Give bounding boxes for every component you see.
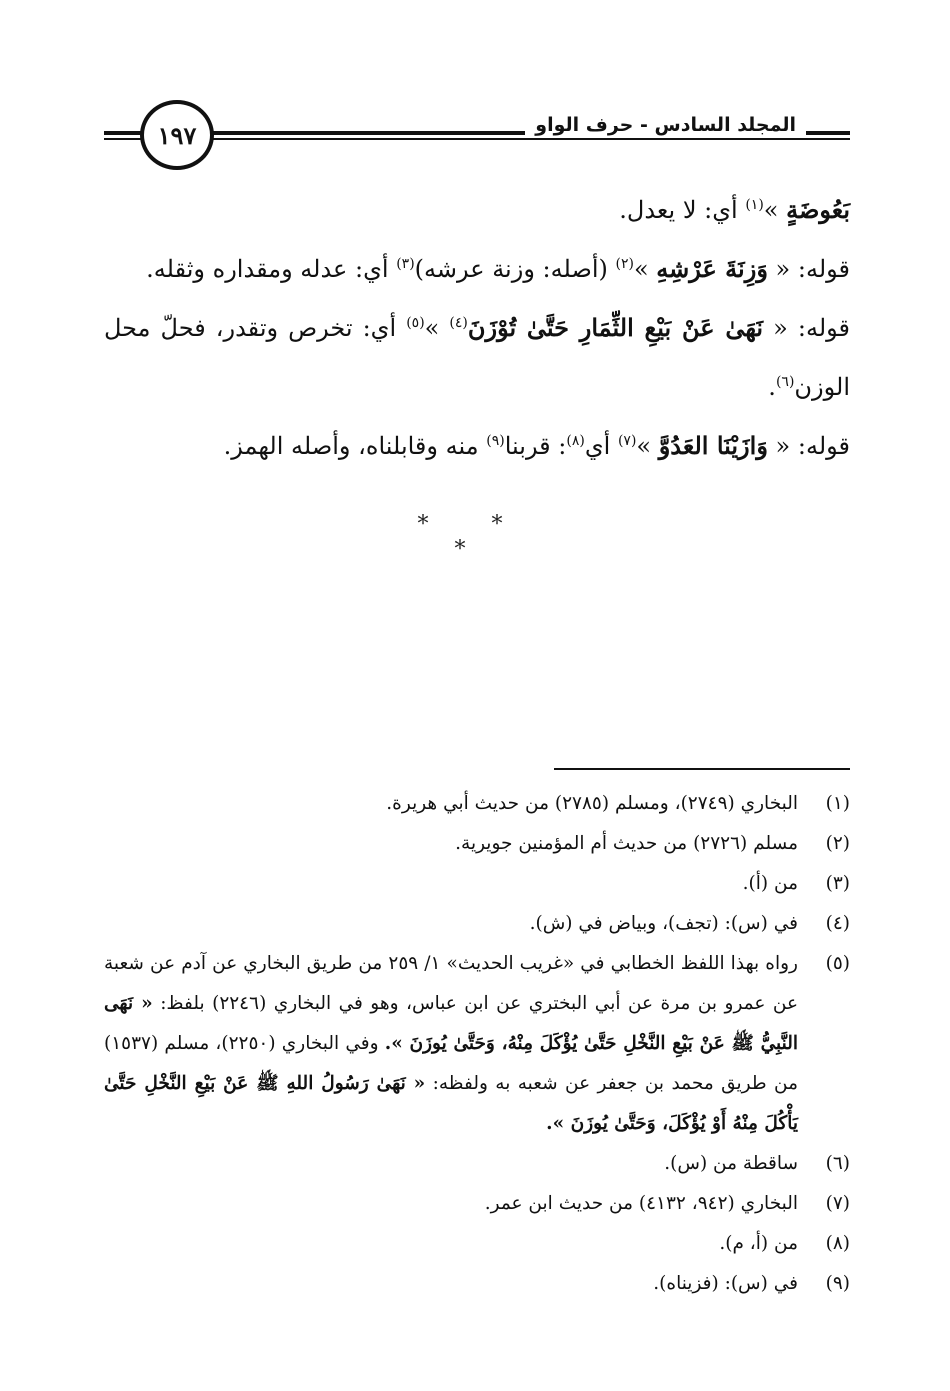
footnote-text: في (س): (تجف)، وبياض في (ش).: [529, 913, 798, 934]
footnote-marker: (١): [745, 197, 764, 213]
quote-text: نَهَىٰ عَنْ بَيْعِ الثِّمَارِ حَتَّىٰ تُوْزَنَ: [467, 313, 764, 342]
footnote-number: (٥): [825, 953, 850, 974]
footnote-marker: (٥): [406, 315, 425, 331]
footnote-marker: (٨): [566, 433, 585, 449]
footnote-number: (٤): [825, 913, 850, 934]
paragraph-text: : قربنا: [504, 432, 567, 460]
paragraph-2: قوله: « وَزِنَةَ عَرْشِهِ »$^{(٢)}$ (أصله: وزنة عرشه)$^{(٣)}$ أي: عدله ومقداره وثقله.: [146, 254, 850, 283]
paragraph-4: قوله: « وَازَيْنَا العَدُوَّ »$^{(٧)}$ أي$^{(٨)}$: قربنا$^{(٩)}$ منه وقابلناه، وأصله الهمز.: [223, 431, 850, 460]
footnote-text: البخاري (٢٧٤٩)، ومسلم (٢٧٨٥) من حديث أبي هريرة.: [386, 793, 798, 814]
paragraph-1: بَعُوضَةٍ »$^{(١)}$ أي: لا يعدل.: [619, 195, 850, 224]
footnote-text: في (س): (فزيناه).: [653, 1273, 798, 1294]
paragraph-end: .: [768, 373, 776, 401]
footnote-item: [104, 1224, 850, 1264]
footnote-text: من (أ).: [742, 873, 798, 894]
footnote-text: من (أ، م).: [719, 1233, 798, 1254]
footnote-item: [104, 1264, 850, 1304]
section-divider-stars: * * *: [417, 512, 531, 562]
page-number: ١٩٧: [157, 120, 197, 150]
footnotes: [104, 784, 850, 1304]
footnote-text: وفي البخاري (٢٢٥٠)، مسلم (١٥٣٧) من طريق محمد بن جعفر عن شعبه به ولفظه:: [104, 1033, 798, 1094]
paragraph-3: قوله: « نَهَىٰ عَنْ بَيْعِ الثِّمَارِ حَتَّىٰ تُوْزَنَ$^{(٤)}$ »$^{(٥)}$ أي: تخرص وتقدر، فحلّ محل الوزن$^{(٦)}$.: [104, 313, 850, 401]
footnote-text: البخاري (٩٤٢، ٤١٣٢) من حديث ابن عمر.: [484, 1193, 798, 1214]
main-text: [104, 178, 850, 473]
header-rule-thin: [104, 138, 850, 140]
footnote-marker: (٦): [775, 374, 795, 390]
footnote-item: [104, 904, 850, 944]
footnote-marker: (٣): [396, 256, 415, 272]
footnote-marker: (٤): [449, 315, 468, 331]
footnote-number: (٢): [825, 833, 850, 854]
paragraph-text: أي: تخرص وتقدر، فحلّ محل الوزن: [104, 314, 850, 401]
quote-text: بَعُوضَةٍ: [786, 195, 850, 224]
footnote-quote: « نَهَىٰ رَسُولُ اللهِ ﷺ عَنْ بَيْعِ النَّخْلِ حَتَّىٰ يَأْكُلَ مِنْهُ أَوْ يُؤْكَلَ، وَحَتَّىٰ يُوزَنَ ».: [104, 1073, 798, 1134]
running-title: المجلد السادس - حرف الواو: [525, 114, 806, 136]
page-number-badge: [140, 100, 214, 170]
paragraph-text: أي: عدله ومقداره وثقله.: [146, 255, 389, 283]
footnote-item: [104, 784, 850, 824]
footnote-quote: « نَهَى النَّبِيُّ ﷺ عَنْ بَيْعِ النَّخْلِ حَتَّىٰ يُؤْكَلَ مِنْهُ، وَحَتَّىٰ يُوزَنَ ».: [104, 993, 798, 1054]
page-header: [104, 96, 850, 176]
paragraph-text: (أصله: وزنة عرشه): [414, 255, 608, 283]
paragraph-lead: قوله:: [797, 314, 850, 342]
footnote-text: مسلم (٢٧٢٦) من حديث أم المؤمنين جويرية.: [455, 833, 798, 854]
footnote-item: [104, 864, 850, 904]
footnote-number: (٦): [825, 1153, 850, 1174]
paragraph-lead: قوله:: [797, 255, 850, 283]
paragraph-text: أي: [584, 432, 611, 460]
footnote-item: [104, 1144, 850, 1184]
footnote-number: (٧): [825, 1193, 850, 1214]
footnote-number: (٩): [825, 1273, 850, 1294]
footnote-number: (٣): [825, 873, 850, 894]
footnote-number: (٨): [825, 1233, 850, 1254]
header-end-dash: [814, 128, 850, 140]
footnote-separator: [554, 768, 850, 770]
quote-text: وَزِنَةَ عَرْشِهِ: [656, 254, 768, 283]
footnote-text: رواه بهذا اللفظ الخطابي في «غريب الحديث» ١/ ٢٥٩ من طريق البخاري عن آدم عن شعبة عن عمرو بن مرة عن أبي البختري عن ابن عباس، وهو في البخاري (٢٢٤٦) بلفظ:: [104, 953, 799, 1014]
footnote-marker: (٩): [486, 433, 505, 449]
paragraph-lead: قوله:: [797, 432, 850, 460]
footnote-number: (١): [825, 793, 850, 814]
quote-text: وَازَيْنَا العَدُوَّ: [658, 431, 768, 460]
footnote-text: ساقطة من (س).: [664, 1153, 798, 1174]
paragraph-text: أي: لا يعدل.: [619, 196, 738, 224]
footnote-item: [104, 944, 850, 1144]
footnote-item: [104, 1184, 850, 1224]
paragraph-text: منه وقابلناه، وأصله الهمز.: [223, 432, 479, 460]
footnote-marker: (٢): [615, 256, 634, 272]
footnote-marker: (٧): [617, 433, 637, 449]
footnote-item: [104, 824, 850, 864]
footnote-text-block: [104, 944, 798, 1144]
